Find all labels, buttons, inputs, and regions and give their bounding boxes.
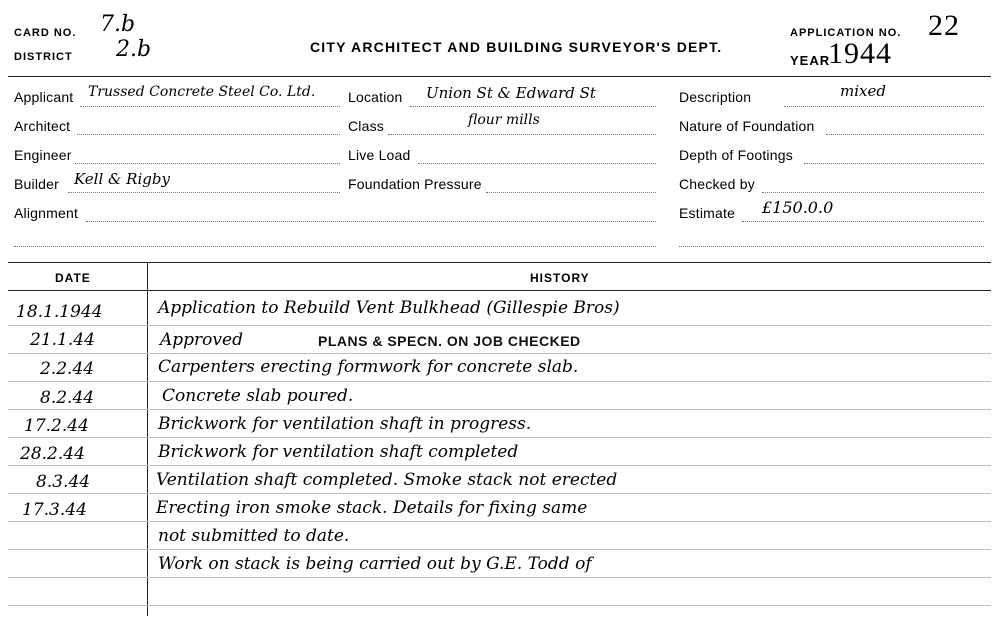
history-date: 17.3.44 (22, 500, 87, 520)
builder-label: Builder (14, 176, 59, 192)
checked-by-label: Checked by (679, 176, 755, 192)
application-value: 22 (928, 9, 960, 42)
history-column-header: HISTORY (530, 271, 590, 285)
estimate-value: £150.0.0 (762, 198, 834, 217)
card-no-value: 7.b (100, 12, 136, 37)
history-entry: Carpenters erecting formwork for concrete slab. (158, 357, 579, 377)
history-date: 2.2.44 (40, 359, 95, 379)
history-entry: Concrete slab poured. (162, 386, 354, 406)
history-date: 28.2.44 (20, 444, 85, 464)
history-date: 8.3.44 (36, 472, 91, 492)
history-entry: Application to Rebuild Vent Bulkhead (Gillespie Bros) (158, 298, 620, 318)
history-entry: Brickwork for ventilation shaft completed (158, 442, 519, 462)
history-entry: not submitted to date. (158, 526, 350, 546)
depth-of-footings-label: Depth of Footings (679, 147, 793, 163)
class-label: Class (348, 118, 385, 134)
applicant-value: Trussed Concrete Steel Co. Ltd. (88, 84, 316, 100)
department-title: CITY ARCHITECT AND BUILDING SURVEYOR'S DEPT. (310, 39, 723, 55)
history-entry: Approved (160, 330, 243, 350)
history-entry: Ventilation shaft completed. Smoke stack not erected (156, 470, 618, 490)
year-label: YEAR (790, 53, 831, 68)
history-entry: Brickwork for ventilation shaft in progress. (158, 414, 532, 434)
application-label: APPLICATION NO. (790, 27, 902, 39)
live-load-label: Live Load (348, 147, 411, 163)
location-label: Location (348, 89, 403, 105)
history-date: 17.2.44 (24, 416, 89, 436)
description-label: Description (679, 89, 752, 105)
estimate-label: Estimate (679, 205, 736, 221)
plans-checked-stamp: PLANS & SPECN. ON JOB CHECKED (318, 333, 581, 349)
location-value: Union St & Edward St (426, 84, 596, 102)
class-value: flour mills (468, 112, 540, 128)
foundation-pressure-label: Foundation Pressure (348, 176, 482, 192)
engineer-label: Engineer (14, 147, 72, 163)
history-date: 8.2.44 (40, 388, 95, 408)
alignment-label: Alignment (14, 205, 79, 221)
year-value: 1944 (828, 37, 892, 70)
district-label: DISTRICT (14, 51, 73, 63)
architect-label: Architect (14, 118, 71, 134)
nature-of-foundation-label: Nature of Foundation (679, 118, 815, 134)
history-date: 21.1.44 (30, 330, 95, 350)
history-entry: Work on stack is being carried out by G.E. Todd of (158, 554, 592, 574)
date-column-header: DATE (55, 271, 91, 285)
builder-value: Kell & Rigby (74, 170, 170, 188)
history-date: 18.1.1944 (16, 302, 103, 322)
district-value: 2.b (116, 37, 152, 62)
history-entry: Erecting iron smoke stack. Details for fixing same (156, 498, 588, 518)
description-value: mixed (840, 82, 886, 100)
card-no-label: CARD NO. (14, 27, 77, 39)
applicant-label: Applicant (14, 89, 74, 105)
